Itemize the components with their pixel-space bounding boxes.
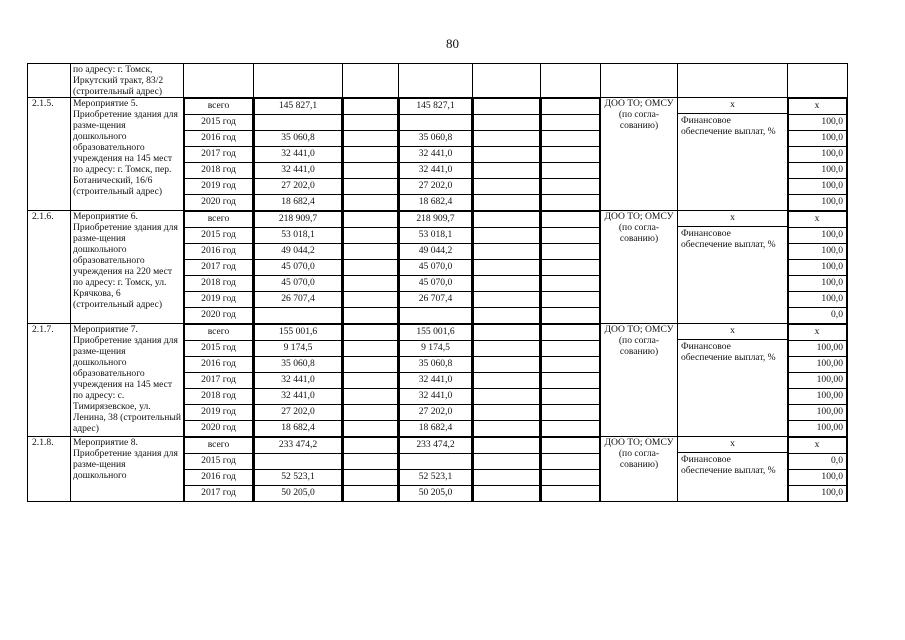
total-value: 32 441,0	[255, 147, 342, 163]
regional-value: 50 205,0	[400, 486, 472, 502]
year-label: 2015 год	[185, 115, 253, 131]
indicator-value: 100,0	[789, 244, 847, 260]
indicator-value: 100,0	[789, 179, 847, 195]
regional-value: 27 202,0	[400, 405, 472, 421]
regional-value: 233 474,2	[400, 438, 472, 454]
total-value	[255, 454, 342, 470]
total-value: 26 707,4	[255, 292, 342, 308]
indicator-value: 100,0	[789, 115, 847, 131]
indicator-value: 100,0	[789, 276, 847, 292]
measure-block	[28, 437, 848, 502]
total-value: 32 441,0	[255, 373, 342, 389]
responsible-executor: ДОО ТО; ОМСУ (по согла-сованию)	[601, 437, 678, 502]
indicator-value: 100,0	[789, 260, 847, 276]
total-value: 233 474,2	[255, 438, 342, 454]
total-value: 45 070,0	[255, 276, 342, 292]
total-value: 49 044,2	[255, 244, 342, 260]
year-label: 2016 год	[185, 470, 253, 486]
year-label: 2015 год	[185, 454, 253, 470]
indicator-x: х	[678, 211, 787, 227]
total-value: 155 001,6	[255, 325, 342, 341]
year-label: 2018 год	[185, 276, 253, 292]
indicator-value: 100,0	[789, 470, 847, 486]
year-label: 2017 год	[185, 486, 253, 502]
indicator-value: х	[789, 99, 847, 115]
measure-code: 2.1.5.	[28, 98, 71, 211]
indicator-value: 100,00	[789, 421, 847, 437]
year-label: всего	[185, 325, 253, 341]
regional-value: 32 441,0	[400, 373, 472, 389]
regional-value: 45 070,0	[400, 276, 472, 292]
year-label: 2016 год	[185, 131, 253, 147]
total-value: 27 202,0	[255, 179, 342, 195]
indicator-value: 100,0	[789, 131, 847, 147]
measure-name: Мероприятие 7. Приобретение здания для разме-щения дошкольного образовательного учреждения на 145 мест по адресу: с. Тимирязевское, ул. Ленина, 38 (строительный адрес)	[71, 324, 184, 437]
measure-code: 2.1.7.	[28, 324, 71, 437]
year-label: 2019 год	[185, 405, 253, 421]
total-value: 53 018,1	[255, 228, 342, 244]
indicator-x: х	[678, 437, 787, 453]
regional-value: 218 909,7	[400, 212, 472, 228]
regional-value: 53 018,1	[400, 228, 472, 244]
measure-block	[28, 211, 848, 324]
year-label: 2018 год	[185, 389, 253, 405]
total-value: 35 060,8	[255, 357, 342, 373]
program-table	[27, 63, 848, 502]
total-value	[255, 308, 342, 324]
indicator-value: х	[789, 325, 847, 341]
year-label: 2015 год	[185, 228, 253, 244]
responsible-executor: ДОО ТО; ОМСУ (по согла-сованию)	[601, 324, 678, 437]
regional-value: 45 070,0	[400, 260, 472, 276]
total-value: 218 909,7	[255, 212, 342, 228]
regional-value: 49 044,2	[400, 244, 472, 260]
regional-value	[400, 308, 472, 324]
measure-name: Мероприятие 8. Приобретение здания для разме-щения дошкольного	[71, 437, 184, 502]
measure-code: 2.1.6.	[28, 211, 71, 324]
total-value: 32 441,0	[255, 163, 342, 179]
total-value: 9 174,5	[255, 341, 342, 357]
responsible-executor: ДОО ТО; ОМСУ (по согла-сованию)	[601, 211, 678, 324]
indicator-x: х	[678, 324, 787, 340]
regional-value: 155 001,6	[400, 325, 472, 341]
regional-value	[400, 115, 472, 131]
continuation-text: по адресу: г. Томск, Иркутский тракт, 83/2 (строительный адрес)	[71, 64, 184, 98]
regional-value: 35 060,8	[400, 131, 472, 147]
regional-value: 26 707,4	[400, 292, 472, 308]
indicator-value: 100,0	[789, 195, 847, 211]
regional-value: 35 060,8	[400, 357, 472, 373]
indicator-value: 100,00	[789, 373, 847, 389]
indicator-name: Финансовое обеспечение выплат, %	[681, 115, 776, 137]
measure-block	[28, 324, 848, 437]
indicator-value: 100,0	[789, 147, 847, 163]
total-value: 45 070,0	[255, 260, 342, 276]
total-value: 35 060,8	[255, 131, 342, 147]
total-value	[255, 115, 342, 131]
indicator-value: 100,0	[789, 228, 847, 244]
regional-value: 18 682,4	[400, 195, 472, 211]
total-value: 18 682,4	[255, 421, 342, 437]
total-value: 145 827,1	[255, 99, 342, 115]
indicator-value: 100,00	[789, 389, 847, 405]
total-value: 50 205,0	[255, 486, 342, 502]
indicator-name: Финансовое обеспечение выплат, %	[681, 228, 776, 250]
year-label: 2017 год	[185, 373, 253, 389]
year-label: всего	[185, 212, 253, 228]
measure-code: 2.1.8.	[28, 437, 71, 502]
year-label: 2020 год	[185, 421, 253, 437]
regional-value: 18 682,4	[400, 421, 472, 437]
page-number: 80	[446, 36, 459, 51]
regional-value: 32 441,0	[400, 163, 472, 179]
indicator-name: Финансовое обеспечение выплат, %	[681, 454, 776, 476]
indicator-value: х	[789, 438, 847, 454]
indicator-value: 100,0	[789, 292, 847, 308]
indicator-value: 100,0	[789, 163, 847, 179]
regional-value: 145 827,1	[400, 99, 472, 115]
measure-name: Мероприятие 5. Приобретение здания для разме-щения дошкольного образовательного учреждения на 145 мест по адресу: г. Томск, пер. Ботанический, 16/6 (строительный адрес)	[71, 98, 184, 211]
total-value: 27 202,0	[255, 405, 342, 421]
year-label: всего	[185, 99, 253, 115]
total-value: 18 682,4	[255, 195, 342, 211]
indicator-x: х	[678, 98, 787, 114]
measure-block	[28, 98, 848, 211]
year-label: 2015 год	[185, 341, 253, 357]
year-label: 2017 год	[185, 260, 253, 276]
regional-value	[400, 454, 472, 470]
year-label: 2016 год	[185, 357, 253, 373]
responsible-executor: ДОО ТО; ОМСУ (по согла-сованию)	[601, 98, 678, 211]
continuation-row	[28, 64, 848, 98]
year-label: 2019 год	[185, 292, 253, 308]
indicator-value: 0,0	[789, 454, 847, 470]
regional-value: 52 523,1	[400, 470, 472, 486]
indicator-value: 100,00	[789, 405, 847, 421]
year-label: 2017 год	[185, 147, 253, 163]
year-label: всего	[185, 438, 253, 454]
year-label: 2020 год	[185, 195, 253, 211]
total-value: 52 523,1	[255, 470, 342, 486]
regional-value: 32 441,0	[400, 147, 472, 163]
indicator-value: 100,0	[789, 486, 847, 502]
regional-value: 32 441,0	[400, 389, 472, 405]
year-label: 2020 год	[185, 308, 253, 324]
regional-value: 9 174,5	[400, 341, 472, 357]
indicator-value: 100,00	[789, 357, 847, 373]
regional-value: 27 202,0	[400, 179, 472, 195]
indicator-value: 100,00	[789, 341, 847, 357]
measure-name: Мероприятие 6. Приобретение здания для разме-щения дошкольного образовательного учреждения на 220 мест по адресу: г. Томск, ул. Крячкова, 6 (строительный адрес)	[71, 211, 184, 324]
year-label: 2018 год	[185, 163, 253, 179]
total-value: 32 441,0	[255, 389, 342, 405]
indicator-value: х	[789, 212, 847, 228]
indicator-value: 0,0	[789, 308, 847, 324]
year-label: 2016 год	[185, 244, 253, 260]
year-label: 2019 год	[185, 179, 253, 195]
indicator-name: Финансовое обеспечение выплат, %	[681, 341, 776, 363]
